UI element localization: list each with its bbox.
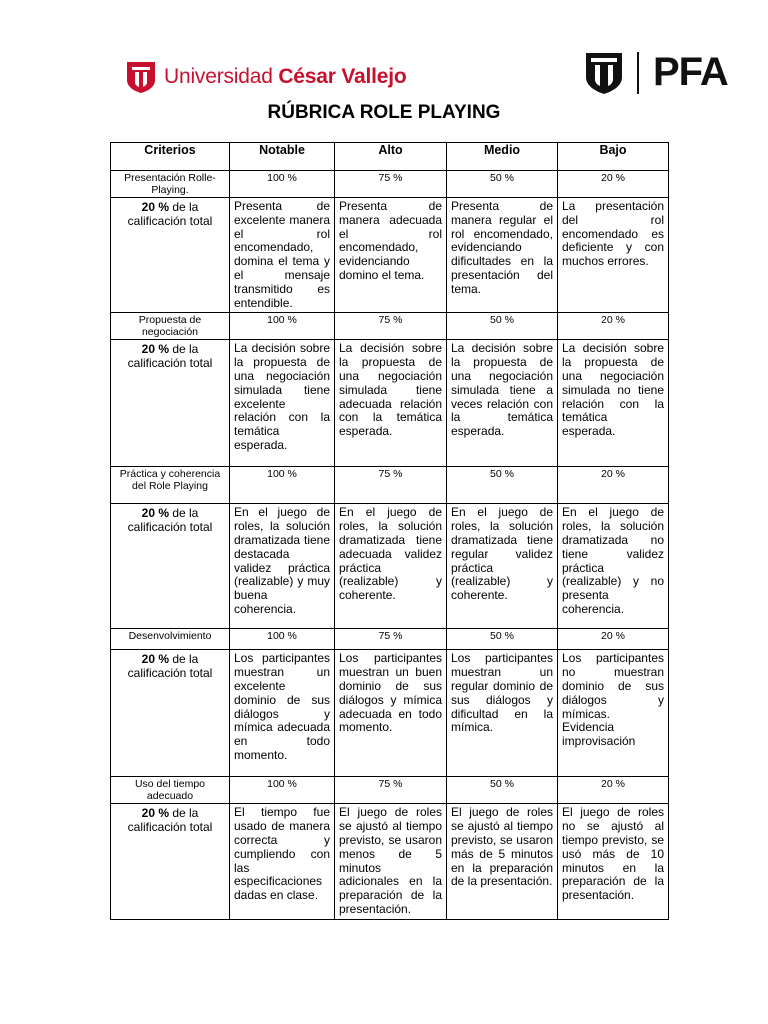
description-bajo: En el juego de roles, la solución dramatizada no tiene validez práctica (realizable) y no presenta coherencia. bbox=[558, 504, 669, 629]
weight-value: 20 % bbox=[141, 652, 169, 667]
description-alto: Presenta de manera adecuada el rol encomendado, evidenciando domino el tema. bbox=[335, 198, 447, 313]
criterion-description-row bbox=[111, 504, 669, 629]
percent-alto: 75 % bbox=[335, 171, 447, 198]
criterion-description-row bbox=[111, 650, 669, 777]
criterion-name: Propuesta de negociación bbox=[111, 313, 230, 340]
rubric-table bbox=[110, 142, 669, 920]
weight-label: de la calificación total bbox=[127, 342, 213, 371]
percent-bajo: 20 % bbox=[558, 313, 669, 340]
university-name bbox=[164, 65, 406, 89]
ucv-shield-icon bbox=[126, 60, 156, 94]
criterion-name: Uso del tiempo adecuado bbox=[111, 777, 230, 804]
criterion-name: Presentación Rolle-Playing. bbox=[111, 171, 230, 198]
criterion-weight bbox=[111, 198, 230, 313]
percent-notable: 100 % bbox=[230, 313, 335, 340]
description-notable: Los participantes muestran un excelente dominio de sus diálogos y mímica adecuada en todo momento. bbox=[230, 650, 335, 777]
description-medio: La decisión sobre la propuesta de una negociación simulada tiene a veces relación con la temática esperada. bbox=[447, 340, 558, 467]
criterion-weight bbox=[111, 650, 230, 777]
criterion-percent-row bbox=[111, 171, 669, 198]
description-medio: En el juego de roles, la solución dramatizada tiene regular validez práctica (realizable) y coherente. bbox=[447, 504, 558, 629]
percent-alto: 75 % bbox=[335, 629, 447, 650]
header-criterios: Criterios bbox=[111, 143, 230, 171]
pfa-shield-icon bbox=[585, 51, 623, 95]
criterion-percent-row bbox=[111, 313, 669, 340]
weight-value: 20 % bbox=[141, 506, 169, 521]
criterion-weight bbox=[111, 804, 230, 919]
description-bajo: La decisión sobre la propuesta de una negociación simulada no tiene relación con la temática esperada. bbox=[558, 340, 669, 467]
header-medio: Medio bbox=[447, 143, 558, 171]
criterion-weight bbox=[111, 504, 230, 629]
percent-bajo: 20 % bbox=[558, 171, 669, 198]
percent-bajo: 20 % bbox=[558, 629, 669, 650]
header-alto: Alto bbox=[335, 143, 447, 171]
header-bajo: Bajo bbox=[558, 143, 669, 171]
description-bajo: El juego de roles no se ajustó al tiempo previsto, se usó más de 10 minutos en la preparación de la presentación. bbox=[558, 804, 669, 919]
description-medio: Los participantes muestran un regular dominio de sus diálogos y dificultad en la mímica. bbox=[447, 650, 558, 777]
pfa-logo bbox=[585, 50, 728, 95]
page-title: RÚBRICA ROLE PLAYING bbox=[267, 102, 501, 123]
percent-bajo: 20 % bbox=[558, 777, 669, 804]
description-notable: La decisión sobre la propuesta de una negociación simulada tiene excelente relación con la temática esperada. bbox=[230, 340, 335, 467]
percent-medio: 50 % bbox=[447, 629, 558, 650]
description-notable: Presenta de excelente manera el rol encomendado, domina el tema y el mensaje transmitido es entendible. bbox=[230, 198, 335, 313]
university-logo bbox=[126, 60, 406, 94]
criterion-percent-row bbox=[111, 467, 669, 504]
description-medio: Presenta de manera regular el rol encomendado, evidenciando dificultades en la presentación del tema. bbox=[447, 198, 558, 313]
criterion-percent-row bbox=[111, 777, 669, 804]
percent-alto: 75 % bbox=[335, 777, 447, 804]
table-header-row bbox=[111, 143, 669, 171]
criterion-name: Desenvolvimiento bbox=[111, 629, 230, 650]
criterion-weight bbox=[111, 340, 230, 467]
description-notable: El tiempo fue usado de manera correcta y cumpliendo con las especificaciones dadas en clase. bbox=[230, 804, 335, 919]
criterion-description-row bbox=[111, 198, 669, 313]
criterion-name: Práctica y coherencia del Role Playing bbox=[111, 467, 230, 504]
weight-value: 20 % bbox=[141, 806, 169, 821]
percent-medio: 50 % bbox=[447, 313, 558, 340]
percent-alto: 75 % bbox=[335, 467, 447, 504]
percent-bajo: 20 % bbox=[558, 467, 669, 504]
description-bajo: La presentación del rol encomendado es deficiente y con muchos errores. bbox=[558, 198, 669, 313]
percent-alto: 75 % bbox=[335, 313, 447, 340]
weight-value: 20 % bbox=[141, 342, 169, 357]
percent-medio: 50 % bbox=[447, 171, 558, 198]
percent-medio: 50 % bbox=[447, 777, 558, 804]
weight-value: 20 % bbox=[141, 200, 169, 214]
percent-notable: 100 % bbox=[230, 171, 335, 198]
weight-label: de la calificación total bbox=[127, 806, 213, 835]
criterion-description-row bbox=[111, 804, 669, 919]
weight-label: de la calificación total bbox=[127, 652, 213, 681]
percent-medio: 50 % bbox=[447, 467, 558, 504]
weight-label: de la calificación total bbox=[127, 200, 213, 228]
description-alto: El juego de roles se ajustó al tiempo previsto, se usaron menos de 5 minutos adicionales en la preparación de la presentación. bbox=[335, 804, 447, 919]
percent-notable: 100 % bbox=[230, 629, 335, 650]
header-notable: Notable bbox=[230, 143, 335, 171]
description-alto: Los participantes muestran un buen dominio de sus diálogos y mímica adecuada en todo momento. bbox=[335, 650, 447, 777]
university-name-regular: Universidad bbox=[164, 65, 279, 88]
description-alto: La decisión sobre la propuesta de una negociación simulada tiene adecuada relación con la temática esperada. bbox=[335, 340, 447, 467]
description-notable: En el juego de roles, la solución dramatizada tiene destacada validez práctica (realizable) y muy buena coherencia. bbox=[230, 504, 335, 629]
description-medio: El juego de roles se ajustó al tiempo previsto, se usaron más de 5 minutos en la preparación de la presentación. bbox=[447, 804, 558, 919]
university-name-bold: César Vallejo bbox=[278, 65, 407, 88]
weight-label: de la calificación total bbox=[127, 506, 213, 535]
criterion-description-row bbox=[111, 340, 669, 467]
percent-notable: 100 % bbox=[230, 777, 335, 804]
criterion-percent-row bbox=[111, 629, 669, 650]
logo-separator bbox=[637, 52, 639, 94]
pfa-logo-text: PFA bbox=[653, 50, 728, 94]
percent-notable: 100 % bbox=[230, 467, 335, 504]
description-bajo: Los participantes no muestran dominio de sus diálogos y mímicas. Evidencia improvisación bbox=[558, 650, 669, 777]
description-alto: En el juego de roles, la solución dramatizada tiene adecuada validez práctica (realizable) y coherente. bbox=[335, 504, 447, 629]
